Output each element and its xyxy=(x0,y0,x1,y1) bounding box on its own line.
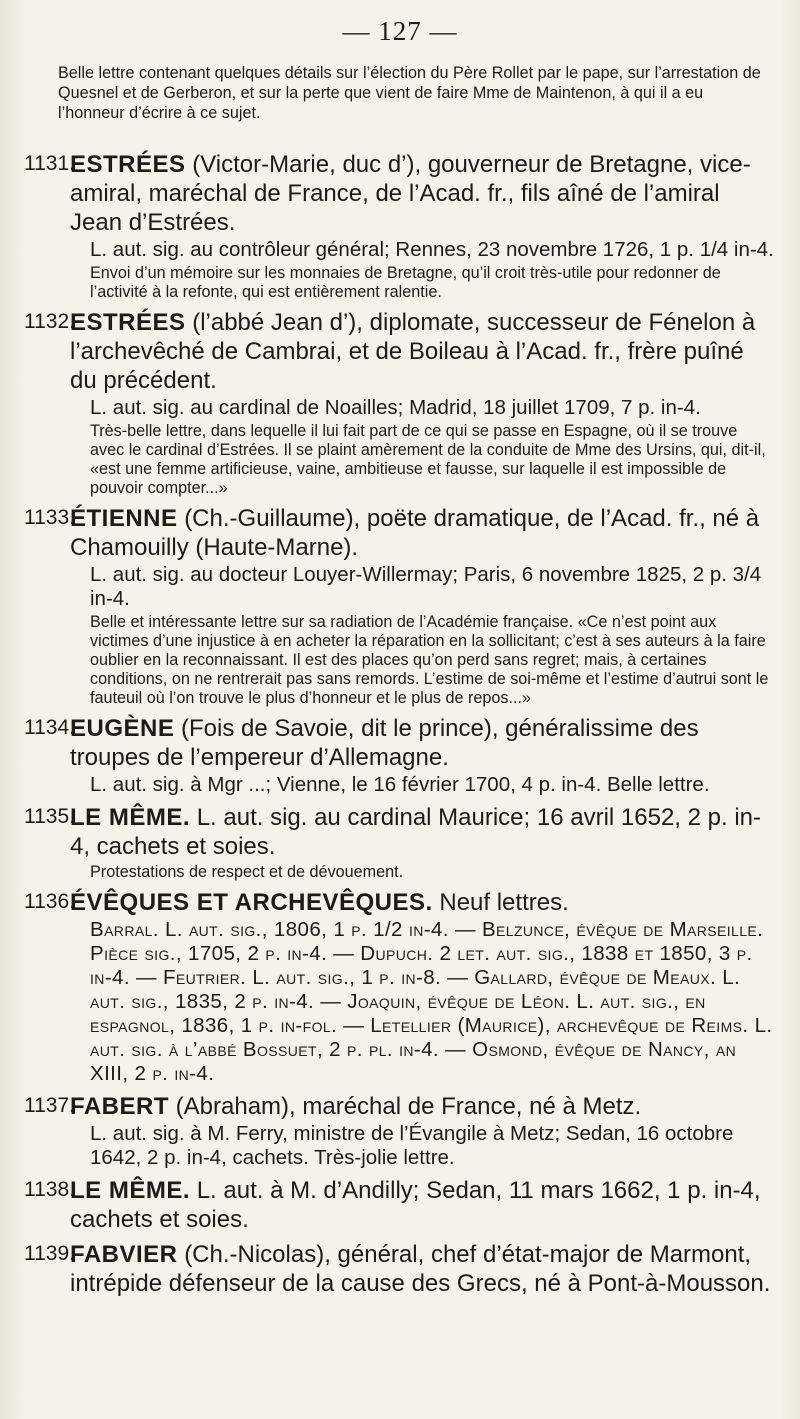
entry-description: (Victor-Marie, duc d’), gouverneur de Bretagne, vice-amiral, maréchal de France, de l’Acad. fr., fils aîné de l’amiral Jean d’Estrées. xyxy=(70,151,751,236)
entry-heading xyxy=(70,504,774,562)
entry-description: L. aut. sig. au cardinal Maurice; 16 avril 1652, 2 p. in-4, cachets et soies. xyxy=(70,804,761,860)
entry-heading xyxy=(70,714,774,772)
entry-description: Neuf lettres. xyxy=(439,889,569,916)
catalog-entry-1131 xyxy=(24,150,774,302)
entry-number: 1139. xyxy=(24,1242,75,1265)
entry-name: LE MÊME. xyxy=(70,804,191,831)
entry-name: ESTRÉES xyxy=(70,309,186,336)
entry-description: (Fois de Savoie, dit le prince), généralissime des troupes de l’empereur d’Allemagne. xyxy=(70,715,699,771)
catalog-entry-1135 xyxy=(24,803,774,882)
entry-heading xyxy=(70,1176,774,1234)
entry-description: (Ch.-Nicolas), général, chef d’état-major de Marmont, intrépide défenseur de la cause des Grecs, né à Pont-à-Mousson. xyxy=(70,1241,771,1297)
entry-details: Barral. L. aut. sig., 1806, 1 p. 1/2 in-4. — Belzunce, évêque de Marseille. Pièce sig., 1705, 2 p. in-4. — Dupuch. 2 let. aut. sig., 1838 et 1850, 3 p. in-4. — Feutrier. L. aut. sig., 1 p. in-8. — Gallard, évêque de Meaux. L. aut. sig., 1835, 2 p. in-4. — Joaquin, évêque de Léon. L. aut. sig., en espagnol, 1836, 1 p. in-fol. — Letellier (Maurice), archevêque de Reims. L. aut. sig. à l’abbé Bossuet, 2 p. pl. in-4. — Osmond, évêque de Nancy, an XIII, 2 p. in-4. xyxy=(90,918,773,1085)
entry-number: 1132. xyxy=(24,310,75,333)
entry-note: Envoi d’un mémoire sur les monnaies de Bretagne, qu’il croit très-utile pour redonner de l’activité à la refonte, qui est entièrement ralentie. xyxy=(90,264,721,301)
catalog-entry-1134 xyxy=(24,714,774,797)
catalog-entry-1137 xyxy=(24,1092,774,1170)
intro-note: Belle lettre contenant quelques détails sur l’élection du Père Rollet par le pape, sur l’arrestation de Quesnel et de Gerberon, et sur la perte que vient de faire Mme de Maintenon, à qui il a eu l’honneur d’écrire à ce sujet. xyxy=(58,64,761,122)
entry-description: L. aut. à M. d’Andilly; Sedan, 11 mars 1662, 1 p. in-4, cachets et soies. xyxy=(70,1177,761,1233)
entry-number: 1134. xyxy=(24,716,75,739)
entry-note: Très-belle lettre, dans lequelle il lui fait part de ce qui se passe en Espagne, où il se trouve avec le cardinal d’Estrées. Il se plaint amèrement de la conduite de Mme des Ursins, qui, dit-il, «est une femme artificieuse, vaine, ambitieuse et fausse, sur laquelle il est impossible de pouvoir compter...» xyxy=(90,422,766,497)
entry-number: 1137. xyxy=(24,1094,75,1117)
entry-details: L. aut. sig. au docteur Louyer-Willermay; Paris, 6 novembre 1825, 2 p. 3/4 in-4. xyxy=(90,563,762,610)
catalog-entry-1139 xyxy=(24,1240,774,1298)
entry-heading xyxy=(70,1092,774,1121)
catalog-entry-1138 xyxy=(24,1176,774,1234)
entry-number: 1138. xyxy=(24,1178,75,1201)
entry-details: L. aut. sig. au contrôleur général; Rennes, 23 novembre 1726, 1 p. 1/4 in-4. xyxy=(90,238,774,261)
entry-name: FABVIER xyxy=(70,1241,178,1268)
entry-heading xyxy=(70,803,774,861)
entry-details: L. aut. sig. à Mgr ...; Vienne, le 16 février 1700, 4 p. in-4. Belle lettre. xyxy=(90,773,710,796)
page-header: — 127 — xyxy=(342,16,458,46)
entry-name: ESTRÉES xyxy=(70,151,186,178)
entry-details: L. aut. sig. à M. Ferry, ministre de l’Évangile à Metz; Sedan, 16 octobre 1642, 2 p. in-4, cachets. Très-jolie lettre. xyxy=(90,1122,734,1169)
entry-note: Protestations de respect et de dévouement. xyxy=(90,863,404,881)
entry-number: 1131. xyxy=(24,152,75,175)
entry-heading xyxy=(70,150,774,237)
entry-name: EUGÈNE xyxy=(70,715,175,742)
entry-description: (Ch.-Guillaume), poëte dramatique, de l’Acad. fr., né à Chamouilly (Haute-Marne). xyxy=(70,505,760,561)
entry-description: (Abraham), maréchal de France, né à Metz. xyxy=(175,1093,642,1120)
entry-heading xyxy=(70,888,774,917)
catalog-entry-1133 xyxy=(24,504,774,708)
entry-description: (l’abbé Jean d’), diplomate, successeur de Fénelon à l’archevêché de Cambrai, et de Boileau à l’Acad. fr., frère puîné du précédent. xyxy=(70,309,756,394)
entry-name: LE MÊME. xyxy=(70,1177,191,1204)
entry-heading xyxy=(70,1240,774,1298)
catalog-entries xyxy=(24,150,774,1304)
catalog-entry-1132 xyxy=(24,308,774,498)
entry-note: Belle et intéressante lettre sur sa radiation de l’Académie française. «Ce n’est point aux victimes d’une injustice à en acheter la réparation en la sollicitant; c’est à ses auteurs à la faire oublier en la reconnaissant. Il est des places qu’on perd sans regret; mais, à certaines conditions, on ne rentrerait pas sans remords. L’estime de soi-même et l’estime d’autrui sont le fauteuil où l’on trouve le plus d’honneur et le plus de repos...» xyxy=(90,613,769,707)
entry-name: FABERT xyxy=(70,1093,169,1120)
entry-number: 1136. xyxy=(24,890,75,913)
entry-name: ÉTIENNE xyxy=(70,505,178,532)
entry-number: 1133. xyxy=(24,506,75,529)
entry-number: 1135. xyxy=(24,805,75,828)
entry-details: L. aut. sig. au cardinal de Noailles; Madrid, 18 juillet 1709, 7 p. in-4. xyxy=(90,396,701,419)
entry-name: ÉVÊQUES ET ARCHEVÊQUES. xyxy=(70,889,433,916)
catalog-entry-1136 xyxy=(24,888,774,1086)
entry-heading xyxy=(70,308,774,395)
